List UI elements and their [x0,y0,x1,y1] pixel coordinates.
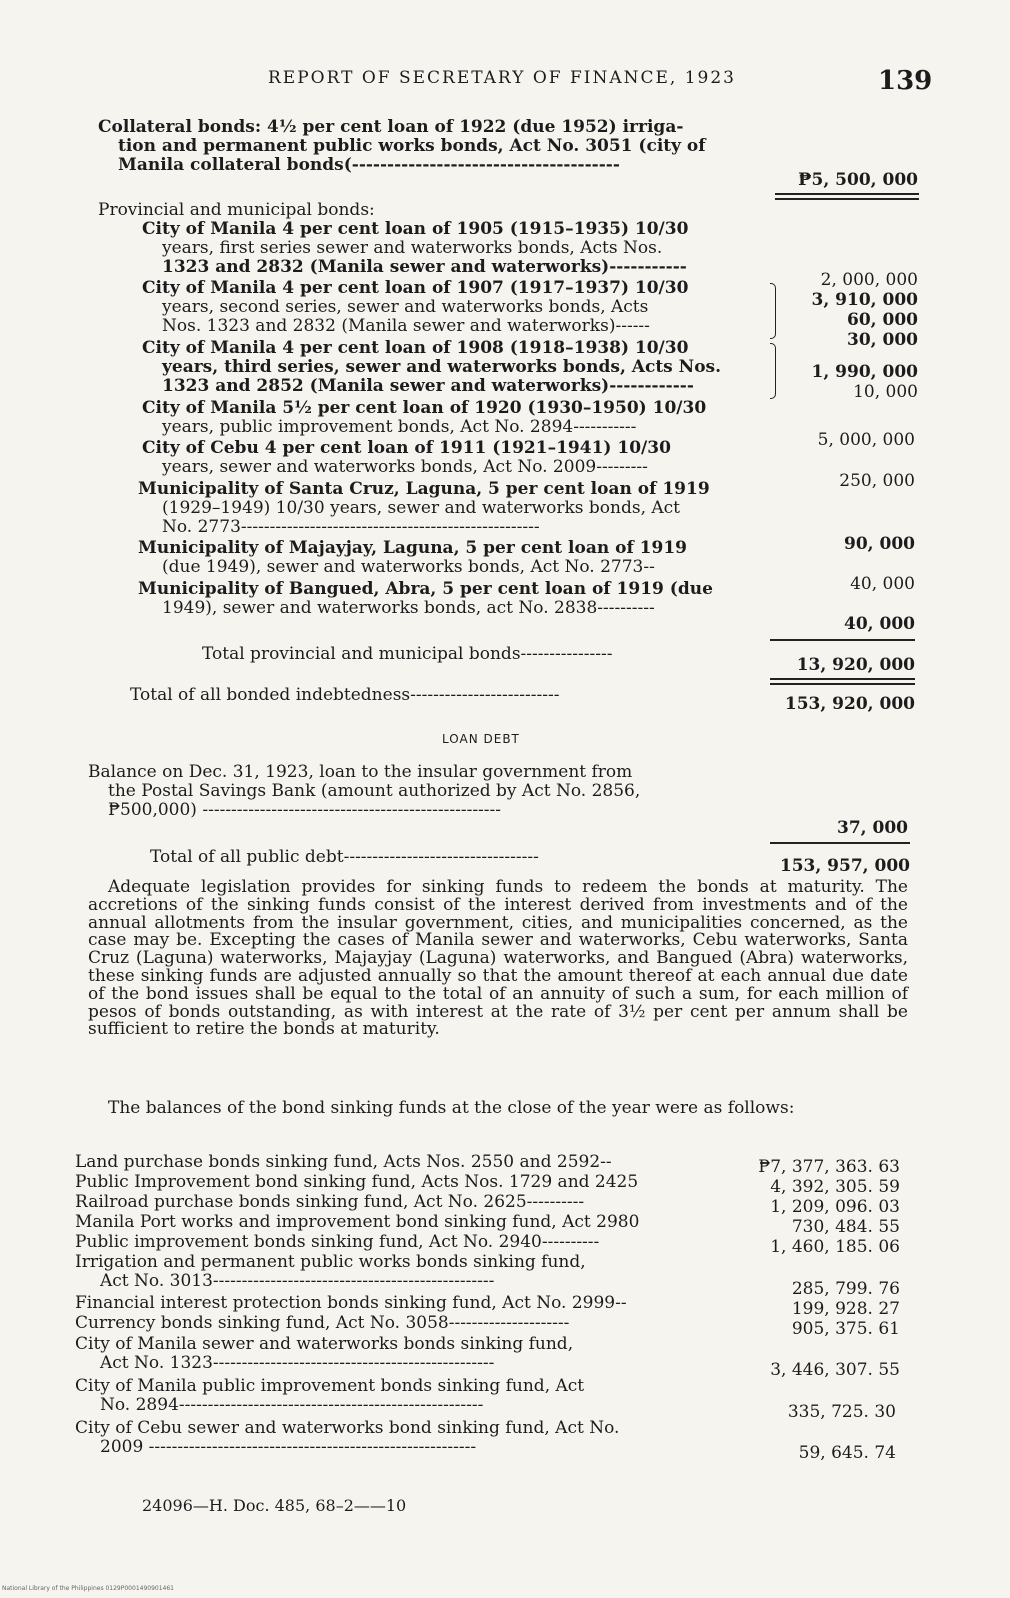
entry-line: (1929–1949) 10/30 years, sewer and waterworks bonds, Act [162,498,681,518]
collateral-line-2: tion and permanent public works bonds, Act No. 3051 (city of [118,136,706,156]
loan-debt-title: LOAN DEBT [442,732,520,746]
brace-icon [770,343,776,399]
fund-line: 2009 --------------------------------------------------------- [100,1437,477,1457]
public-debt-total-amount: 153, 957, 000 [779,856,910,876]
entry-line: 1949), sewer and waterworks bonds, act No. 2838---------- [162,598,655,618]
bonded-total-amount: 153, 920, 000 [784,694,915,714]
fund-amount: 730, 484. 55 [791,1217,900,1237]
entry-line: Nos. 1323 and 2832 (Manila sewer and waterworks)------ [162,316,650,336]
amount: 3, 910, 000 [811,290,918,310]
entry-line: years, first series sewer and waterworks bonds, Acts Nos. [162,238,663,258]
amount: 40, 000 [844,614,915,634]
public-debt-total-label: Total of all public debt---------------------------------- [150,847,539,867]
entry-line: Municipality of Bangued, Abra, 5 per cent loan of 1919 (due [138,579,713,599]
loan-line-3: ₱500,000) ---------------------------------------------------- [108,800,502,820]
double-rule [770,678,915,680]
entry-line: City of Cebu 4 per cent loan of 1911 (1921–1941) 10/30 [142,438,671,458]
amount: 1, 990, 000 [811,362,918,382]
fund-amount: 285, 799. 76 [791,1279,900,1299]
entry-line: No. 2773---------------------------------------------------- [162,517,540,537]
double-rule [775,198,919,200]
amount: 30, 000 [847,330,918,350]
amount: 90, 000 [844,534,915,554]
entry-line: 1323 and 2852 (Manila sewer and waterworks)------------ [162,376,694,396]
fund-line: Act No. 3013------------------------------------------------- [100,1271,495,1291]
collateral-amount: ₱5, 500, 000 [798,170,918,190]
fund-line: Irrigation and permanent public works bonds sinking fund, [75,1252,586,1272]
double-rule [775,193,919,195]
fund-line: Manila Port works and improvement bond sinking fund, Act 2980 [75,1212,640,1232]
fund-line: No. 2894----------------------------------------------------- [100,1395,484,1415]
fund-amount: 4, 392, 305. 59 [770,1177,900,1197]
entry-line: Municipality of Santa Cruz, Laguna, 5 per cent loan of 1919 [138,479,710,499]
running-header: REPORT OF SECRETARY OF FINANCE, 1923 [268,68,736,88]
provincial-total-label: Total provincial and municipal bonds---------------- [202,644,613,664]
fund-amount: 1, 460, 185. 06 [770,1237,900,1257]
library-watermark: National Library of the Philippines 0129P0001490901461 [2,1585,174,1592]
fund-line: City of Cebu sewer and waterworks bond sinking fund, Act No. [75,1418,620,1438]
bonded-total-label: Total of all bonded indebtedness-------------------------- [130,685,560,705]
amount: 60, 000 [847,310,918,330]
fund-line: Public improvement bonds sinking fund, Act No. 2940---------- [75,1232,600,1252]
amount: 40, 000 [850,574,915,594]
footer-reference: 24096—H. Doc. 485, 68–2——10 [142,1496,407,1515]
fund-amount: 1, 209, 096. 03 [770,1197,900,1217]
entry-line: (due 1949), sewer and waterworks bonds, Act No. 2773-- [162,557,655,577]
entry-line: City of Manila 4 per cent loan of 1908 (1918–1938) 10/30 [142,338,689,358]
fund-amount: 335, 725. 30 [787,1402,896,1422]
double-rule [770,683,915,685]
fund-amount: 905, 375. 61 [791,1319,900,1339]
entry-line: years, sewer and waterworks bonds, Act No. 2009--------- [162,457,648,477]
collateral-line-1: Collateral bonds: 4½ per cent loan of 1922 (due 1952) irriga- [98,117,684,137]
loan-line-1: Balance on Dec. 31, 1923, loan to the insular government from [88,762,633,782]
entry-line: Municipality of Majayjay, Laguna, 5 per cent loan of 1919 [138,538,687,558]
paragraph: Adequate legislation provides for sinking funds to redeem the bonds at maturity. The accretions of the sinking funds consist of the interest derived from investments and of the annual allotments from the insular government, cities, and municipalities concerned, as the case may be. Excepting the cases of Manila sewer and waterworks, Cebu waterworks, Santa Cruz (Laguna) waterworks, Majayjay (Laguna) waterworks, and Bangued (Abra) waterworks, these sinking funds are adjusted annually so that the amount thereof at each annual due date of the bond issues shall be equal to the total of an annuity of such a sum, for each million of pesos of bonds outstanding, as with interest at the rate of 3½ per cent per annum shall be sufficient to retire the bonds at maturity. [88,877,908,1040]
entry-line: years, public improvement bonds, Act No. 2894----------- [162,417,637,437]
provincial-total-amount: 13, 920, 000 [796,655,915,675]
amount: 250, 000 [839,471,915,491]
loan-line-2: the Postal Savings Bank (amount authorized by Act No. 2856, [108,781,641,801]
fund-amount: 199, 928. 27 [791,1299,900,1319]
fund-line: City of Manila public improvement bonds sinking fund, Act [75,1376,585,1396]
provincial-heading: Provincial and municipal bonds: [98,200,375,220]
fund-amount: ₱7, 377, 363. 63 [758,1157,900,1177]
fund-line: Land purchase bonds sinking fund, Acts Nos. 2550 and 2592-- [75,1152,612,1172]
rule [770,639,915,641]
fund-line: Railroad purchase bonds sinking fund, Act No. 2625---------- [75,1192,585,1212]
collateral-line-3: Manila collateral bonds(-------------------------------------- [118,155,620,175]
entry-line: City of Manila 5½ per cent loan of 1920 (1930–1950) 10/30 [142,398,707,418]
fund-line: City of Manila sewer and waterworks bonds sinking fund, [75,1334,574,1354]
fund-line: Public Improvement bond sinking fund, Acts Nos. 1729 and 2425 [75,1172,639,1192]
amount: 5, 000, 000 [817,430,915,450]
entry-line: years, second series, sewer and waterworks bonds, Acts [162,297,649,317]
amount: 10, 000 [853,382,918,402]
fund-amount: 3, 446, 307. 55 [770,1360,900,1380]
fund-line: Financial interest protection bonds sinking fund, Act No. 2999-- [75,1293,627,1313]
amount: 2, 000, 000 [820,270,918,290]
loan-amount: 37, 000 [837,818,908,838]
fund-line: Act No. 1323------------------------------------------------- [100,1353,495,1373]
brace-icon [770,283,776,339]
fund-amount: 59, 645. 74 [798,1443,896,1463]
entry-line: City of Manila 4 per cent loan of 1907 (1917–1937) 10/30 [142,278,689,298]
entry-line: years, third series, sewer and waterworks bonds, Acts Nos. [162,357,722,377]
fund-line: Currency bonds sinking fund, Act No. 3058--------------------- [75,1313,570,1333]
page-number: 139 [878,66,933,96]
rule [770,842,910,844]
paragraph: The balances of the bond sinking funds at the close of the year were as follows: [108,1098,795,1118]
entry-line: 1323 and 2832 (Manila sewer and waterworks)----------- [162,257,687,277]
entry-line: City of Manila 4 per cent loan of 1905 (1915–1935) 10/30 [142,219,689,239]
